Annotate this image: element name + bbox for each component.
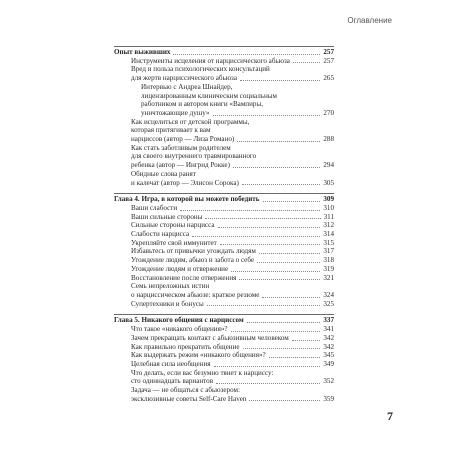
toc-entry xyxy=(114,57,334,66)
dot-leader xyxy=(269,356,321,358)
dot-leader xyxy=(257,261,320,263)
section-gap xyxy=(114,308,334,312)
toc-entry xyxy=(114,65,334,82)
toc-entry-row xyxy=(131,179,334,188)
dot-leader xyxy=(247,321,321,323)
dot-leader xyxy=(242,183,320,185)
section-gap xyxy=(114,187,334,191)
section-rule xyxy=(114,314,334,315)
toc-entry-title-line: которая притягивает к вам xyxy=(131,126,211,135)
toc-entry-row xyxy=(131,291,334,300)
toc-page-number: 342 xyxy=(323,342,334,351)
toc-entry-title: для жертв нарциссического абьюза xyxy=(131,74,237,83)
toc-page-number: 319 xyxy=(323,264,334,273)
dot-leader xyxy=(240,79,320,81)
toc-entry-row xyxy=(131,334,334,343)
dot-leader xyxy=(231,270,320,272)
toc-chapter xyxy=(114,316,334,325)
toc-entry-row xyxy=(114,316,334,325)
toc-entry-title-line: работником и автором книги «Вампиры, xyxy=(141,100,263,109)
toc-entry-row xyxy=(131,230,334,239)
toc-entry-row xyxy=(131,221,334,230)
toc-page-number: 288 xyxy=(323,135,334,144)
dot-leader xyxy=(216,382,320,384)
dot-leader xyxy=(237,140,320,142)
toc-entry xyxy=(114,204,334,213)
toc-entry-row xyxy=(131,57,334,66)
toc-page-number: 342 xyxy=(323,333,334,342)
toc-entry-row xyxy=(131,343,334,352)
toc-entry-title: Сильные стороны нарцисса xyxy=(131,221,215,230)
toc-entry-title: Опыт выживших xyxy=(114,48,171,56)
toc-entry-title: уничтожающие душу» xyxy=(141,108,210,117)
section-rule xyxy=(114,193,334,194)
toc-page-number: 310 xyxy=(323,203,334,212)
toc-page-number: 270 xyxy=(323,108,334,117)
toc-entry-title-line: Что делать, если вас безумно тянет к нарциссу: xyxy=(131,368,274,377)
toc-entry-title: Слабости нарцисса xyxy=(131,230,190,239)
toc-chapter xyxy=(114,195,334,204)
dot-leader xyxy=(213,114,321,116)
toc-page-number: 265 xyxy=(323,74,334,83)
toc-entry xyxy=(114,274,334,283)
toc-entry-row xyxy=(131,247,334,256)
dot-leader xyxy=(259,252,321,254)
toc-entry-row xyxy=(131,351,334,360)
dot-leader xyxy=(293,61,320,63)
toc-entry xyxy=(114,118,334,144)
toc-entry-title-line: Интервью с Андреа Шнайдер, xyxy=(141,82,233,91)
toc-entry-title: Глава 4. Игра, в которой вы можете победить xyxy=(114,195,260,204)
toc-entry-title: Ваши слабости xyxy=(131,203,178,212)
toc-page-number: 321 xyxy=(323,273,334,282)
toc-entry xyxy=(114,265,334,274)
toc-entry-title: Супертехники и бонусы xyxy=(131,299,204,308)
toc-entry-row xyxy=(114,48,334,57)
toc-entry-title: эксклюзивные советы Self-Care Haven xyxy=(131,394,247,403)
toc-entry xyxy=(114,144,334,170)
toc-entry-row xyxy=(131,204,334,213)
toc-entry-title-line: Вред и польза психологических консультаций xyxy=(131,65,270,74)
toc-entry xyxy=(114,83,334,118)
dot-leader xyxy=(233,166,320,168)
toc-entry-title: о нарциссическом абьюзе: краткое резюме xyxy=(131,290,260,299)
toc-entry-title-line: Как исцелиться от детской программы, xyxy=(131,117,250,126)
toc-page-number: 294 xyxy=(323,161,334,170)
toc-entry xyxy=(114,386,334,403)
toc-entry-title: Инструменты исцеления от нарциссического абьюза xyxy=(131,56,290,65)
toc-entry xyxy=(114,343,334,352)
toc-entry-title: нарциссов (автор — Лиза Романо) xyxy=(131,135,235,144)
toc-entry-row xyxy=(131,239,334,248)
toc-entry xyxy=(114,230,334,239)
toc-chapter xyxy=(114,48,334,57)
toc-entry-title-line: Задача — не общаться с абьюзером: xyxy=(131,386,240,395)
toc-entry-title: сто одиннадцать вариантов xyxy=(131,377,214,386)
table-of-contents xyxy=(114,44,334,403)
toc-page-number: 257 xyxy=(323,48,334,56)
dot-leader xyxy=(249,399,320,401)
toc-entry-title: Укрепляйте свой иммунитет xyxy=(131,238,217,247)
toc-page-number: 349 xyxy=(323,359,334,368)
toc-entry-row xyxy=(131,325,334,334)
dot-leader xyxy=(262,296,320,298)
page-number: 7 xyxy=(387,409,393,423)
dot-leader xyxy=(218,226,321,228)
toc-entry-row xyxy=(131,213,334,222)
dot-leader xyxy=(205,217,320,219)
toc-entry-title: Что такое «никакого общения»? xyxy=(131,325,228,334)
toc-page-number: 315 xyxy=(323,238,334,247)
toc-entry xyxy=(114,256,334,265)
toc-page-number: 341 xyxy=(323,325,334,334)
toc-entry-title-line: Семь непреложных истин xyxy=(131,282,210,291)
toc-page-number: 345 xyxy=(323,351,334,360)
toc-entry xyxy=(114,369,334,386)
toc-entry-row xyxy=(131,74,334,83)
toc-entry-title-line: для своего внутреннего травмированного xyxy=(131,152,257,161)
toc-page-number: 317 xyxy=(323,247,334,256)
dot-leader xyxy=(220,243,321,245)
toc-entry xyxy=(114,282,334,299)
dot-leader xyxy=(214,365,321,367)
toc-entry-row xyxy=(131,274,334,283)
toc-entry-title: Целебная сила необщения xyxy=(131,359,211,368)
dot-leader xyxy=(263,200,321,202)
toc-entry-row xyxy=(131,300,334,309)
toc-entry-row xyxy=(131,377,334,386)
toc-entry xyxy=(114,170,334,187)
dot-leader xyxy=(239,278,320,280)
toc-entry-title-line: Обидные слова ранят xyxy=(131,169,196,178)
toc-entry-title: Угождение людям, абьюз и забота о себе xyxy=(131,256,254,265)
toc-page-number: 318 xyxy=(323,256,334,265)
dot-leader xyxy=(180,209,320,211)
toc-entry xyxy=(114,300,334,309)
toc-entry-title-line: лицензированным клиническим социальным xyxy=(141,91,278,100)
dot-leader xyxy=(207,304,321,306)
toc-entry-title: ребенка (автор — Ингрид Рокке) xyxy=(131,161,230,170)
toc-page-number: 325 xyxy=(323,299,334,308)
toc-entry-row xyxy=(131,161,334,170)
toc-entry-title: Как правильно прекратить общение xyxy=(131,342,240,351)
dot-leader xyxy=(173,53,320,55)
toc-entry-row xyxy=(141,109,334,118)
toc-entry-title-line: Как стать заботливым родителем xyxy=(131,143,231,152)
toc-entry-title: Глава 5. Никакого общения с нарциссом xyxy=(114,316,244,325)
toc-entry-row xyxy=(131,360,334,369)
toc-entry-title: Зачем прекращать контакт с абьюзивным человеком xyxy=(131,333,289,342)
toc-page-number: 352 xyxy=(323,377,334,386)
toc-entry-row xyxy=(114,195,334,204)
toc-entry-title: Восстановление после отвержения xyxy=(131,273,237,282)
toc-page-number: 311 xyxy=(323,212,334,221)
toc-page-number: 305 xyxy=(323,178,334,187)
toc-entry xyxy=(114,247,334,256)
running-head: Оглавление xyxy=(347,16,392,25)
toc-page-number: 359 xyxy=(323,394,334,403)
toc-entry-title: Ваши сильные стороны xyxy=(131,212,203,221)
dot-leader xyxy=(192,235,320,237)
toc-entry xyxy=(114,213,334,222)
dot-leader xyxy=(243,347,321,349)
toc-entry-title: Угождение людям и отвержение xyxy=(131,264,229,273)
toc-entry-title: и калечат (автор — Элисон Сорока) xyxy=(131,178,239,187)
toc-entry xyxy=(114,325,334,334)
toc-entry-row xyxy=(131,395,334,404)
toc-page-number: 337 xyxy=(323,316,334,325)
toc-entry-row xyxy=(131,135,334,144)
toc-page-number: 309 xyxy=(323,195,334,204)
dot-leader xyxy=(292,339,321,341)
toc-entry xyxy=(114,334,334,343)
toc-page-number: 257 xyxy=(323,56,334,65)
toc-page-number: 312 xyxy=(323,221,334,230)
toc-entry-title: Избавьтесь от привычки угождать людям xyxy=(131,247,256,256)
toc-entry-row xyxy=(131,256,334,265)
toc-entry-row xyxy=(131,265,334,274)
toc-entry-title: Как выдержать режим «никакого общения»? xyxy=(131,351,266,360)
toc-entry xyxy=(114,221,334,230)
dot-leader xyxy=(231,330,321,332)
toc-entry xyxy=(114,351,334,360)
toc-page-number: 314 xyxy=(323,230,334,239)
toc-entry xyxy=(114,360,334,369)
toc-entry xyxy=(114,239,334,248)
toc-page-number: 324 xyxy=(323,290,334,299)
section-rule xyxy=(114,46,334,47)
